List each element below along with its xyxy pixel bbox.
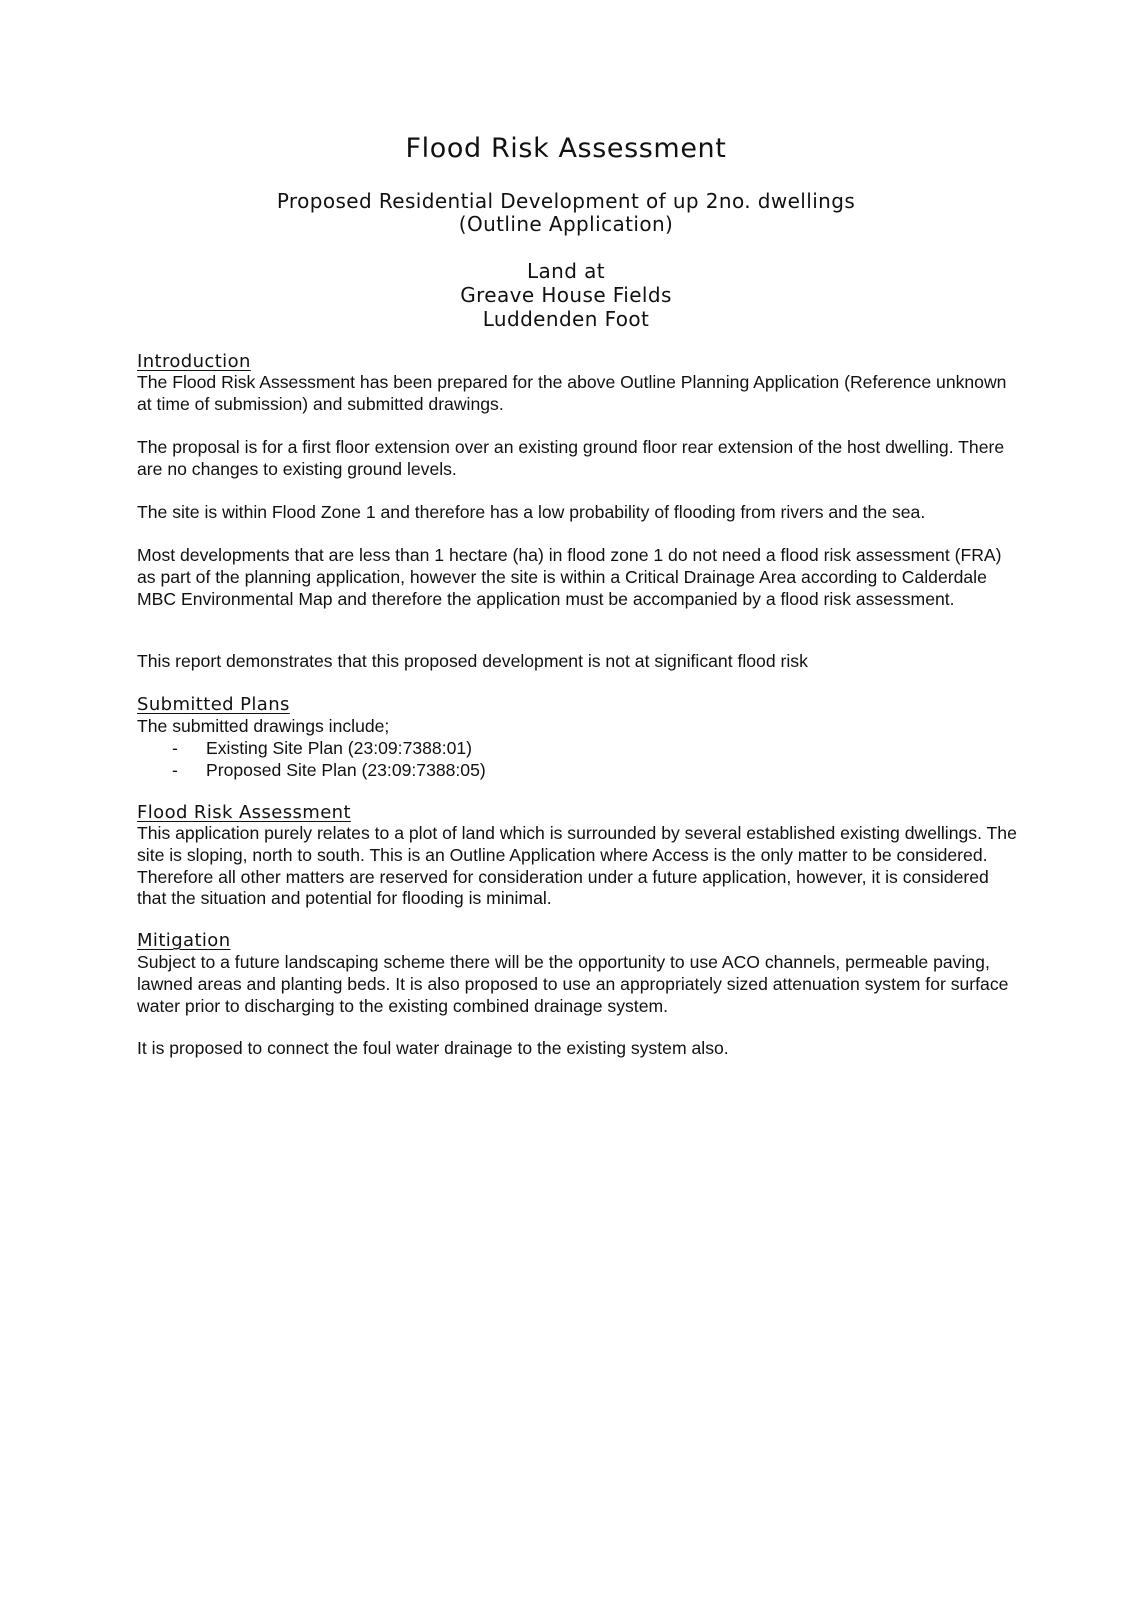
introduction-paragraph-5: This report demonstrates that this proposed development is not at significant flood risk: [137, 651, 808, 671]
flood-risk-heading: Flood Risk Assessment: [137, 802, 351, 823]
list-item-text: Proposed Site Plan (23:09:7388:05): [206, 760, 486, 780]
list-bullet: -: [172, 738, 178, 758]
submitted-plans-heading: Submitted Plans: [137, 694, 290, 715]
list-item: [172, 760, 486, 782]
flood-risk-paragraph-1: This application purely relates to a plot of land which is surrounded by several established existing dwellings. The site is sloping, north to south. This is an Outline Application where Access is the only matter to be considered. Therefore all other matters are reserved for consideration under a future application, however, it is considered that the situation and potential for flooding is minimal.: [137, 823, 1017, 909]
list-bullet: -: [172, 760, 178, 780]
mitigation-paragraph-2: It is proposed to connect the foul water drainage to the existing system also.: [137, 1038, 729, 1058]
introduction-heading: Introduction: [137, 351, 251, 372]
location-line-1: Land at: [526, 259, 606, 283]
submitted-plans-intro: The submitted drawings include;: [137, 716, 390, 736]
location-line-3: Luddenden Foot: [482, 307, 650, 331]
location-line-2: Greave House Fields: [460, 283, 672, 307]
introduction-paragraph-1: The Flood Risk Assessment has been prepared for the above Outline Planning Application (Reference unknown at time of submission) and submitted drawings.: [137, 372, 1007, 414]
subtitle-line-2: (Outline Application): [458, 212, 674, 236]
list-item: [172, 738, 472, 760]
mitigation-paragraph-1: Subject to a future landscaping scheme there will be the opportunity to use ACO channels, permeable paving, lawned areas and planting beds. It is also proposed to use an appropriately sized attenuation system for surface water prior to discharging to the existing combined drainage system.: [137, 952, 1009, 1016]
introduction-paragraph-4: Most developments that are less than 1 hectare (ha) in flood zone 1 do not need a flood risk assessment (FRA) as part of the planning application, however the site is within a Critical Drainage Area according to Calderdale MBC Environmental Map and therefore the application must be accompanied by a flood risk assessment.: [137, 545, 1002, 609]
subtitle-line-1: Proposed Residential Development of up 2no. dwellings: [276, 189, 856, 213]
introduction-paragraph-3: The site is within Flood Zone 1 and therefore has a low probability of flooding from rivers and the sea.: [137, 502, 926, 522]
document-title: Flood Risk Assessment: [405, 133, 727, 164]
introduction-paragraph-2: The proposal is for a first floor extension over an existing ground floor rear extension of the host dwelling. There are no changes to existing ground levels.: [137, 437, 1005, 479]
list-item-text: Existing Site Plan (23:09:7388:01): [206, 738, 473, 758]
mitigation-heading: Mitigation: [137, 930, 231, 951]
